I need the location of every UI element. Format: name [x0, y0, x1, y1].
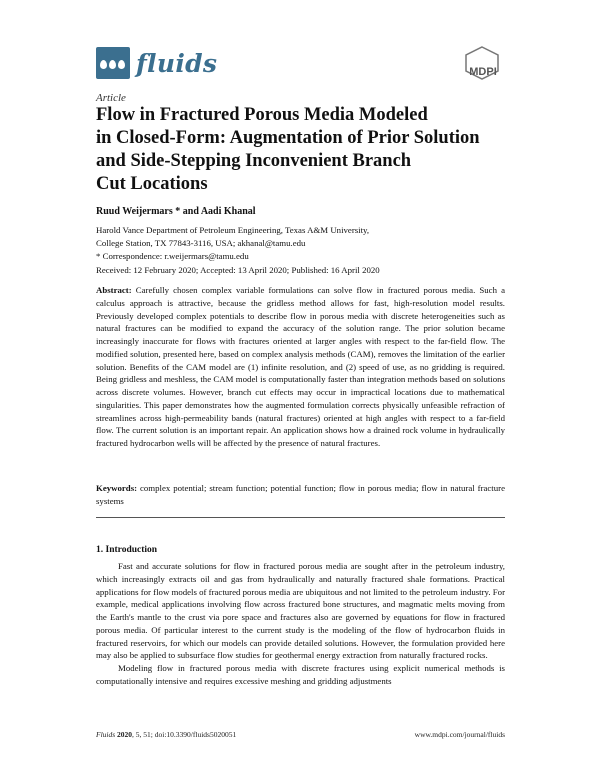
affiliation	[96, 224, 506, 263]
title-line: Flow in Fractured Porous Media Modeled	[96, 105, 428, 125]
footer-citation	[96, 730, 236, 739]
keywords	[96, 482, 505, 508]
paper-title	[96, 104, 516, 196]
keywords-label: Keywords:	[96, 483, 138, 493]
section-heading: 1. Introduction	[96, 545, 158, 555]
footer-url[interactable]: www.mdpi.com/journal/fluids	[414, 730, 505, 739]
publication-dates: Received: 12 February 2020; Accepted: 13 April 2020; Published: 16 April 2020	[96, 265, 380, 275]
footer-journal: Fluids	[96, 730, 116, 739]
abstract-text: Carefully chosen complex variable formulations can solve flow in fractured porous media. Such a calculus approach is attractive, because the gridless method allows for fast, high-resolution model results. Previously developed complex potentials to describe flow in porous media with discrete heterogeneities such as natural fractures can be modified to expand the accuracy of the solution range. The prior solution became increasingly inaccurate for flows with fractures oriented at larger angles with respect to the far-field flow. The modified solution, presented here, based on complex analysis methods (CAM), removes the limitation of the earlier solution. Benefits of the CAM model are (1) infinite resolution, and (2) speed of use, as no gridding is required. Being gridless and meshless, the CAM model is computationally faster than integration methods based on solutions across discrete volumes. However, branch cut effects may occur in impractical locations due to mathematical singularities. This paper demonstrates how the augmented formulation corrects physically unfeasible refraction of streamlines across high-permeability bands (natural fractures) oriented at high angles with respect to a far-field flow. The current solution is an important repair. An application shows how a drained rock volume in hydraulically fractured hydrocarbon wells will be affected by the presence of natural fractures.	[96, 285, 505, 448]
introduction-body	[96, 560, 505, 688]
fluids-drops-icon	[96, 47, 130, 79]
footer-year: 2020	[117, 730, 133, 739]
title-line: in Closed-Form: Augmentation of Prior Solution	[96, 128, 480, 148]
journal-name: fluids	[136, 48, 218, 78]
abstract	[96, 284, 505, 450]
paragraph: Fast and accurate solutions for flow in fractured porous media are sought after in the petroleum industry, which increasingly extracts oil and gas from hydraulically and naturally fractured shale formations. Practical applications for flow models of fractured porous media are ubiquitous and not limited to the petroleum industry. For example, medical applications involving flow across fractured bone structures, and magmatic melts moving from the Earth's mantle to the crust via pore space and fractures also are governed by equations for flow in fractured porous media. Of particular interest to the current study is the modeling of the flow of hydrocarbon fluids in fractured reservoirs, for which our models can provide detailed solutions. However, the formulation provided here may also be applied to subsurface flow studies for geothermal energy extraction from naturally fractured rocks.	[96, 561, 505, 661]
keywords-text: complex potential; stream function; potential function; flow in porous media; flow in natural fracture systems	[96, 483, 505, 506]
mdpi-logo	[464, 46, 500, 80]
publisher-name: MDPI	[469, 66, 497, 78]
article-type: Article	[96, 92, 126, 104]
authors: Ruud Weijermars * and Aadi Khanal	[96, 206, 256, 217]
footer-doi: , 5, 51; doi:10.3390/fluids5020051	[132, 730, 237, 739]
title-line: and Side-Stepping Inconvenient Branch	[96, 151, 412, 171]
title-line: Cut Locations	[96, 174, 208, 194]
affiliation-line: College Station, TX 77843-3116, USA; akhanal@tamu.edu	[96, 237, 306, 248]
journal-logo	[96, 46, 217, 80]
correspondence: * Correspondence: r.weijermars@tamu.edu	[96, 251, 249, 261]
abstract-label: Abstract:	[96, 285, 132, 295]
section-divider	[96, 517, 505, 518]
paragraph: Modeling flow in fractured porous media with discrete fractures using explicit numerical methods is computationally intensive and requires excessive meshing and gridding adjustments	[96, 663, 505, 686]
affiliation-line: Harold Vance Department of Petroleum Engineering, Texas A&M University,	[96, 225, 370, 235]
